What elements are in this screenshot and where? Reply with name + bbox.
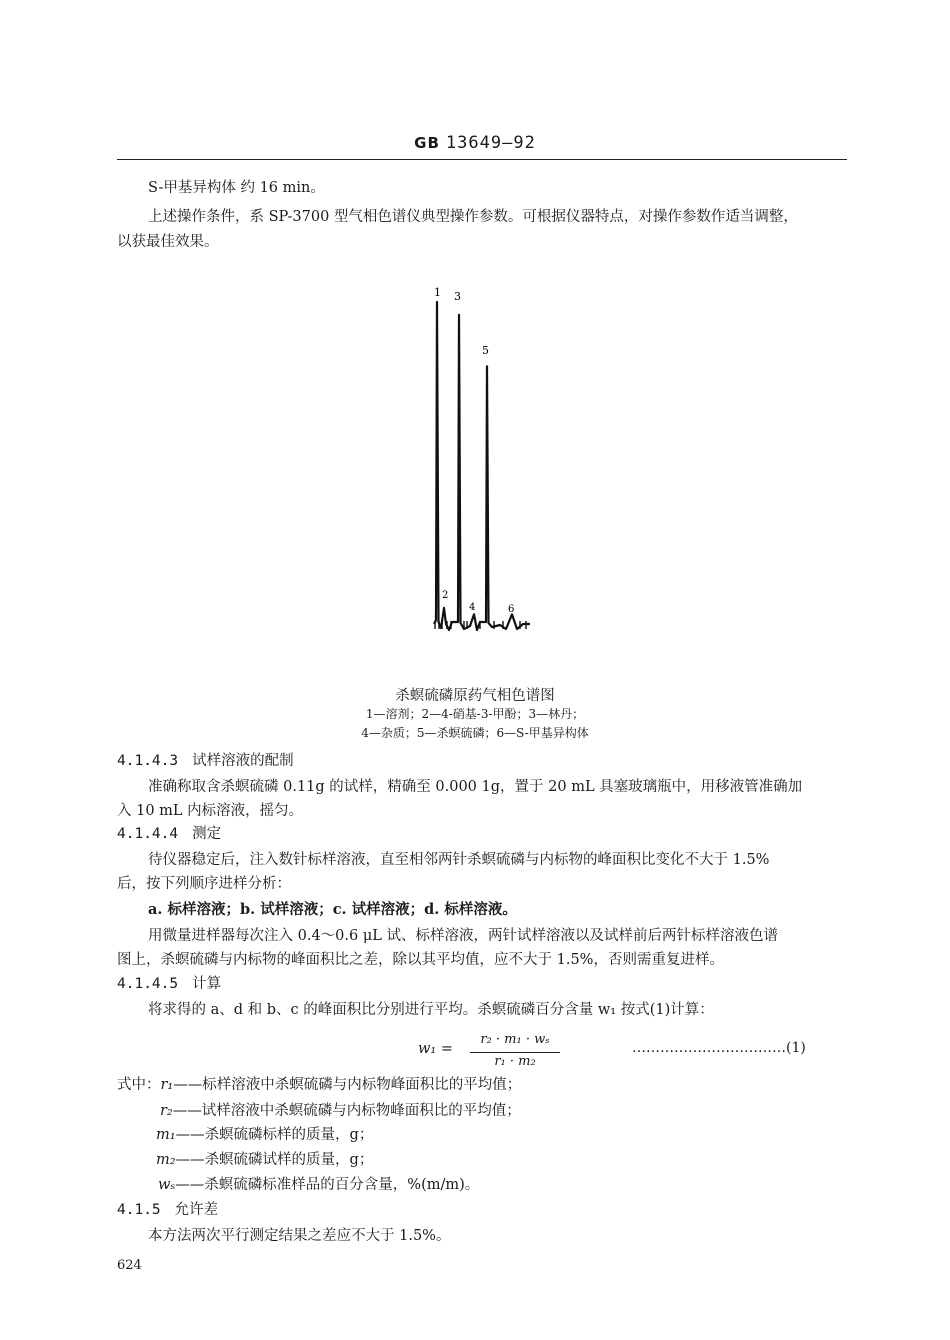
heading-4143 (117, 749, 294, 770)
heading-4144-number: 4.1.4.4 (117, 826, 179, 842)
chromatogram-figure (420, 280, 540, 650)
chart-title: 杀螟硫磷原药气相色谱图 (395, 688, 555, 704)
s4145-p1: 将求得的 a、d 和 b、c 的峰面积比分别进行平均。杀螟硫磷百分含量 w₁ 按式(1)计算： (148, 1002, 714, 1018)
where-line-3 (156, 1123, 373, 1144)
standard-number: 13649—92 (445, 133, 536, 153)
s4143-p1: 准确称取含杀螟硫磷 0.11g 的试样，精确至 0.000 1g，置于 20 mL 具塞玻璃瓶中，用移液管准确加 (148, 779, 803, 795)
where-prefix: 式中： (117, 1077, 161, 1093)
def-var-r2: r₂ (160, 1103, 173, 1119)
def-text-m1: ——杀螟硫磷标样的质量，g； (175, 1127, 374, 1143)
standard-prefix: GB (414, 134, 440, 152)
intro-line-1: S-甲基异构体 约 16 min。 (148, 180, 325, 196)
formula-denominator: r₁ · m₂ (494, 1054, 536, 1069)
def-text-r1: ——标样溶液中杀螟硫磷与内标物峰面积比的平均值； (173, 1077, 522, 1093)
formula-fraction-bar (470, 1052, 560, 1053)
s415-p1: 本方法两次平行测定结果之差应不大于 1.5%。 (148, 1228, 451, 1244)
heading-415-number: 4.1.5 (117, 1202, 161, 1218)
formula-number: ……………………………(1) (632, 1040, 806, 1056)
def-var-ws: wₛ (158, 1177, 176, 1193)
peak-label-5: 5 (482, 344, 489, 357)
def-text-r2: ——试样溶液中杀螟硫磷与内标物峰面积比的平均值； (172, 1103, 521, 1119)
peak-label-1: 1 (434, 286, 441, 299)
def-text-m2: ——杀螟硫磷试样的质量，g； (175, 1152, 374, 1168)
s4144-p3: 用微量进样器每次注入 0.4～0.6 μL 试、标样溶液，两针试样溶液以及试样前后两针标样溶液色谱 (148, 928, 778, 944)
def-text-ws: ——杀螟硫磷标准样品的百分含量，%(m/m)。 (175, 1177, 480, 1193)
heading-4143-title: 试样溶液的配制 (192, 753, 294, 769)
heading-415-title: 允许差 (174, 1202, 219, 1218)
heading-4143-number: 4.1.4.3 (117, 753, 179, 769)
formula-lhs: w₁ = (418, 1041, 453, 1057)
formula-1 (410, 1032, 660, 1072)
where-line-5 (158, 1173, 479, 1194)
peak-label-2: 2 (442, 590, 449, 601)
heading-415 (117, 1198, 218, 1219)
where-line-2 (160, 1099, 521, 1120)
heading-4144-title: 测定 (192, 826, 222, 842)
heading-4145-number: 4.1.4.5 (117, 976, 179, 992)
heading-4145 (117, 972, 221, 993)
where-line-4 (156, 1148, 373, 1169)
peak-label-4: 4 (469, 602, 476, 613)
intro-line-3: 以获最佳效果。 (117, 234, 219, 250)
s4143-p2: 入 10 mL 内标溶液，摇匀。 (117, 803, 304, 819)
s4144-p4: 图上，杀螟硫磷与内标物的峰面积比之差，除以其平均值，应不大于 1.5%，否则需重复进样。 (117, 952, 724, 968)
peak-label-6: 6 (508, 604, 515, 615)
heading-4145-title: 计算 (192, 976, 222, 992)
def-var-r1: r₁ (160, 1077, 174, 1093)
def-var-m1: m₁ (156, 1127, 176, 1143)
s4144-p2: 后，按下列顺序进样分析： (117, 876, 291, 892)
peak-label-3: 3 (454, 290, 461, 303)
document-header-code (0, 133, 950, 153)
page-number: 624 (117, 1258, 142, 1273)
header-rule (117, 159, 847, 160)
chart-legend-line-1: 1—溶剂；2—4-硝基-3-甲酚；3—林丹； (365, 707, 585, 721)
formula-numerator: r₂ · m₁ · wₛ (480, 1032, 550, 1047)
chart-legend-line-2: 4—杂质；5—杀螟硫磷；6—S-甲基异构体 (361, 726, 589, 740)
intro-line-2: 上述操作条件，系 SP-3700 型气相色谱仪典型操作参数。可根据仪器特点，对操作参数作适当调整， (148, 209, 798, 225)
def-var-m2: m₂ (156, 1152, 176, 1168)
s4144-p1: 待仪器稳定后，注入数针标样溶液，直至相邻两针杀螟硫磷与内标物的峰面积比变化不大于 1.5% (148, 852, 770, 868)
heading-4144 (117, 822, 221, 843)
s4144-sequence: a. 标样溶液；b. 试样溶液；c. 试样溶液；d. 标样溶液。 (148, 901, 517, 918)
where-line-1 (117, 1073, 521, 1094)
